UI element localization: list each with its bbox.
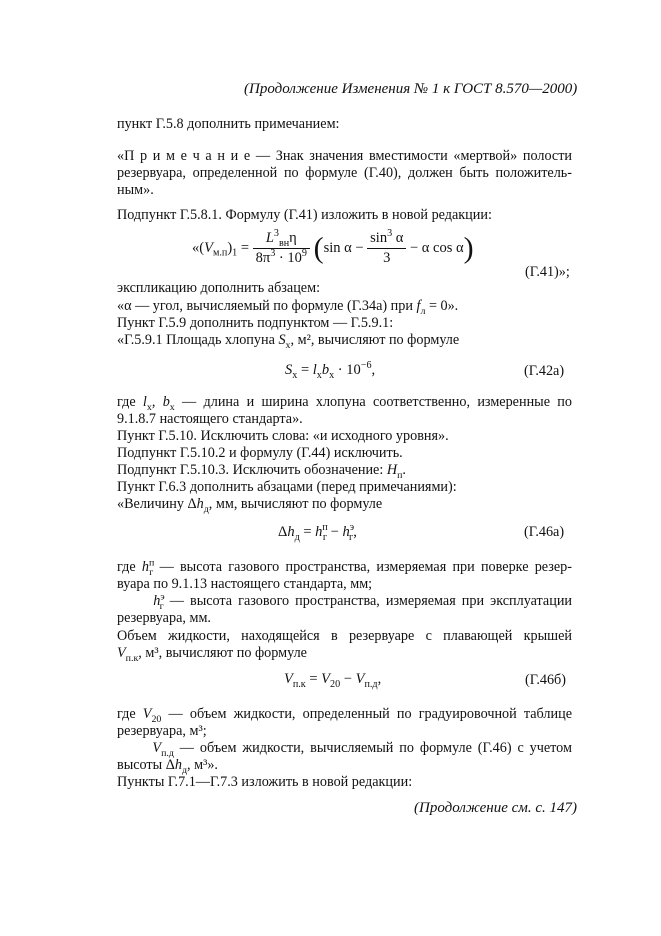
text-line: 9.1.8.7 настоящего стандарта». bbox=[117, 411, 303, 427]
note-line: «П р и м е ч а н и е — Знак значения вместимости «мертвой» полости bbox=[117, 148, 572, 164]
text-fragment: где bbox=[117, 559, 142, 575]
text-line: пункт Г.5.8 дополнить примечанием: bbox=[117, 116, 340, 132]
text-line: экспликацию дополнить абзацем: bbox=[117, 280, 321, 296]
formula-g41: «$(V_{м.п})_1$ = $\frac{L^3_{вн}\eta}{8\pi^3 \cdot 10^9}$ (sin α − $\frac{\sin^3 \alpha}{3}$ − α cos α) bbox=[192, 228, 474, 266]
text-line: «α — угол, вычисляемый по формуле (Г.34а) при $f_л = 0$». bbox=[117, 298, 459, 317]
text-fragment: = 0». bbox=[425, 298, 459, 314]
text-line: высоты $\Delta h_д$, м³». bbox=[117, 757, 218, 776]
formula-g46b: $V_{п.к} = V_{20} - V_{п.д}$, bbox=[284, 671, 382, 690]
text-fragment: , мм, вычисляют по формуле bbox=[208, 496, 383, 512]
note-line: ным». bbox=[117, 182, 154, 198]
text-line: Подпункт Г.5.10.3. Исключить обозначение: $H_п$. bbox=[117, 462, 406, 481]
text-line: Объем жидкости, находящейся в резервуаре с плавающей крышей bbox=[117, 628, 572, 644]
text-fragment: , м³, вычисляют по формуле bbox=[138, 645, 307, 661]
formula-g46a: $\Delta h_д = h^п_г - h^э_г$, bbox=[278, 522, 357, 543]
text-fragment: «Величину bbox=[117, 496, 188, 512]
text-line: резервуара, мм. bbox=[117, 610, 211, 626]
equation-number: (Г.41)»; bbox=[525, 264, 570, 280]
text-fragment: — высота газового пространства, измеряемая при поверке резер- bbox=[153, 559, 572, 575]
text-fragment: — объем жидкости, вычисляемый по формуле (Г.46) с учетом bbox=[173, 740, 572, 756]
text-line: резервуара, м³; bbox=[117, 723, 207, 739]
continuation-footer: (Продолжение см. с. 147) bbox=[414, 800, 578, 816]
text-fragment: где bbox=[117, 706, 143, 722]
text-line: где $h^п_г$ — высота газового пространства, измеряемая при поверке резер- bbox=[117, 557, 572, 578]
text-line: Подпункт Г.5.8.1. Формулу (Г.41) изложить в новой редакции: bbox=[117, 207, 492, 223]
continuation-header: (Продолжение Изменения № 1 к ГОСТ 8.570—2000) bbox=[244, 81, 578, 97]
text-fragment: где bbox=[117, 394, 143, 410]
text-line: Пункт Г.5.9 дополнить подпунктом — Г.5.9.1: bbox=[117, 315, 394, 331]
note-line: резервуара, определенной по формуле (Г.40), должен быть положитель- bbox=[117, 165, 572, 181]
text-fragment: , м³». bbox=[187, 757, 218, 773]
text-line: $V_{п.к}$, м³, вычисляют по формуле bbox=[117, 645, 307, 664]
text-line: Пункты Г.7.1—Г.7.3 изложить в новой редакции: bbox=[117, 774, 413, 790]
text-line: Пункт Г.5.10. Исключить слова: «и исходного уровня». bbox=[117, 428, 449, 444]
text-line: «Величину $\Delta h_д$, мм, вычисляют по формуле bbox=[117, 496, 383, 515]
text-line: Подпункт Г.5.10.2 и формулу (Г.44) исключить. bbox=[117, 445, 403, 461]
text-line: вуара по 9.1.13 настоящего стандарта, мм; bbox=[117, 576, 373, 592]
text-line: где $V_{20}$ — объем жидкости, определенный по градуировочной таблице bbox=[117, 706, 572, 725]
text-line: Пункт Г.6.3 дополнить абзацами (перед примечаниями): bbox=[117, 479, 457, 495]
text-fragment: «α — угол, вычисляемый по формуле (Г.34а) при bbox=[117, 298, 417, 314]
text-fragment: , м², вычисляют по формуле bbox=[290, 332, 460, 348]
text-fragment: — высота газового пространства, измеряемая при эксплуатации bbox=[163, 593, 573, 609]
text-fragment: — длина и ширина хлопуна соответственно, измеренные по bbox=[174, 394, 572, 410]
text-line: «Г.5.9.1 Площадь хлопуна $S_х$, м², вычисляют по формуле bbox=[117, 332, 460, 351]
text-fragment: Подпункт Г.5.10.3. Исключить обозначение: bbox=[117, 462, 387, 478]
formula-g42a: $S_х = l_хb_х \cdot 10^{-6}$, bbox=[285, 360, 376, 381]
text-line: $V_{п.д}$ — объем жидкости, вычисляемый по формуле (Г.46) с учетом bbox=[117, 740, 572, 759]
text-line: где $l_х$, $b_х$ — длина и ширина хлопуна соответственно, измеренные по bbox=[117, 394, 572, 413]
text-line: $h^э_г$ — высота газового пространства, измеряемая при эксплуатации bbox=[117, 591, 573, 612]
text-fragment: высоты bbox=[117, 757, 166, 773]
text-fragment: — объем жидкости, определенный по градуировочной таблице bbox=[161, 706, 572, 722]
equation-number: (Г.46б) bbox=[525, 672, 567, 688]
text-fragment: «Г.5.9.1 Площадь хлопуна bbox=[117, 332, 279, 348]
equation-number: (Г.46а) bbox=[524, 524, 565, 540]
equation-number: (Г.42а) bbox=[524, 363, 565, 379]
